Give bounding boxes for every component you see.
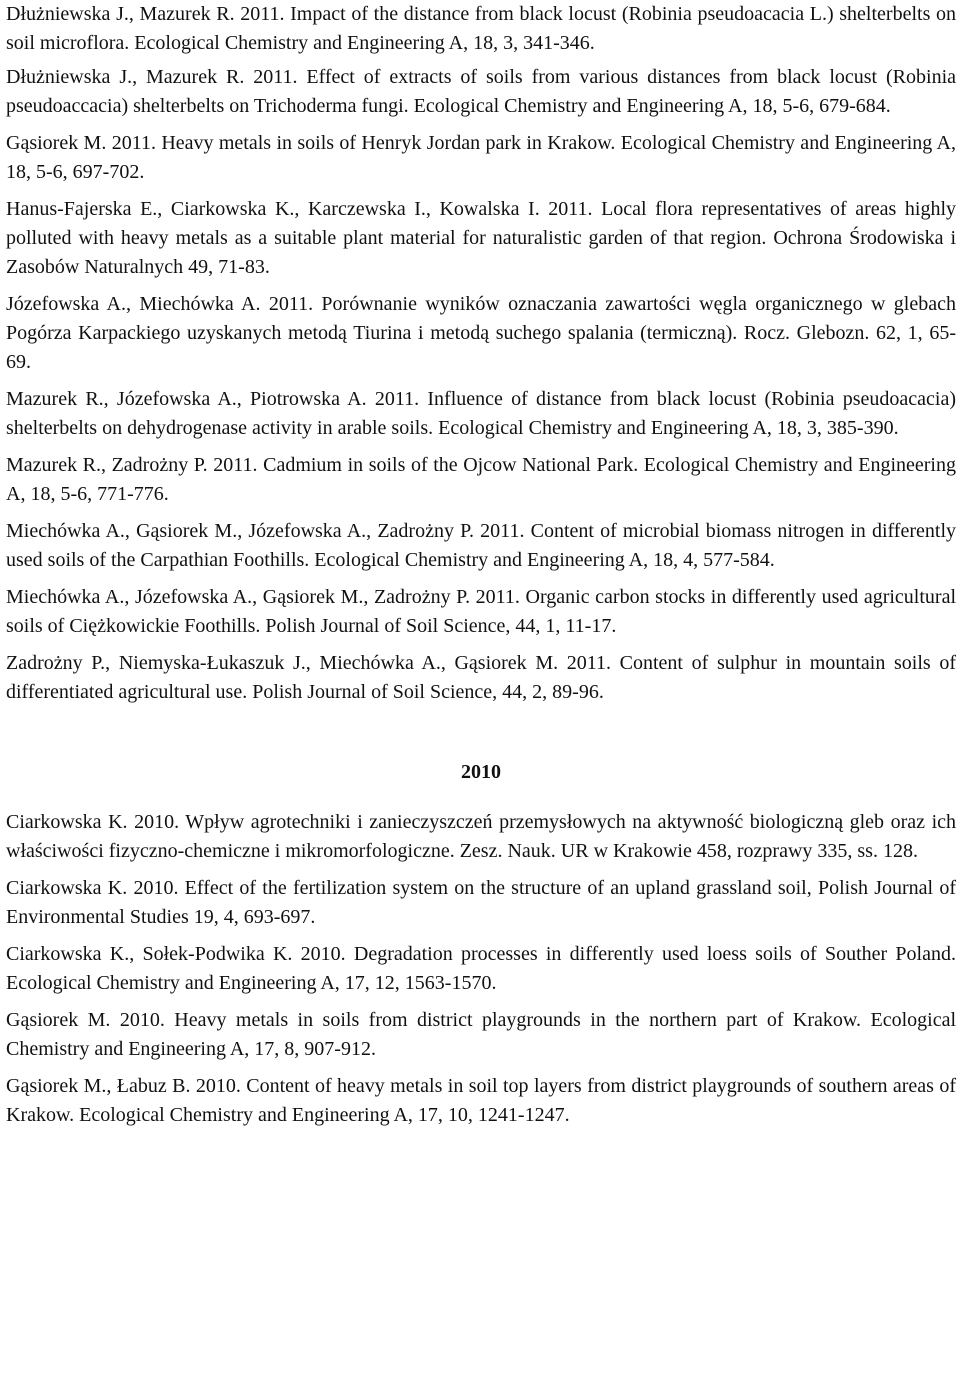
document-page: [6, 0, 956, 1138]
reference-entry: Dłużniewska J., Mazurek R. 2011. Effect of extracts of soils from various distances from black locust (Robinia pseudoaccacia) shelterbelts on Trichoderma fungi. Ecological Chemistry and Engineering A, 18, 5-6, 679-684.: [6, 66, 956, 117]
reference-entry: Gąsiorek M., Łabuz B. 2010. Content of heavy metals in soil top layers from district playgrounds of southern areas of Krakow. Ecological Chemistry and Engineering A, 17, 10, 1241-1247.: [6, 1075, 956, 1126]
reference-entry: Miechówka A., Józefowska A., Gąsiorek M., Zadrożny P. 2011. Organic carbon stocks in differently used agricultural soils of Ciężkowickie Foothills. Polish Journal of Soil Science, 44, 1, 11-17.: [6, 586, 956, 637]
reference-entry: Miechówka A., Gąsiorek M., Józefowska A., Zadrożny P. 2011. Content of microbial biomass nitrogen in differently used soils of the Carpathian Foothills. Ecological Chemistry and Engineering A, 18, 4, 577-584.: [6, 520, 956, 571]
reference-entry: Ciarkowska K. 2010. Wpływ agrotechniki i zanieczyszczeń przemysłowych na aktywność biologiczną gleb oraz ich właściwości fizyczno-chemiczne i mikromorfologiczne. Zesz. Nauk. UR w Krakowie 458, rozprawy 335, ss. 128.: [6, 811, 956, 862]
reference-entry: Mazurek R., Józefowska A., Piotrowska A. 2011. Influence of distance from black locust (Robinia pseudoacacia) shelterbelts on dehydrogenase activity in arable soils. Ecological Chemistry and Engineering A, 18, 3, 385-390.: [6, 388, 956, 439]
reference-entry: Zadrożny P., Niemyska-Łukaszuk J., Miechówka A., Gąsiorek M. 2011. Content of sulphur in mountain soils of differentiated agricultural use. Polish Journal of Soil Science, 44, 2, 89-96.: [6, 652, 956, 703]
reference-entry: Ciarkowska K., Sołek-Podwika K. 2010. Degradation processes in differently used loess soils of Souther Poland. Ecological Chemistry and Engineering A, 17, 12, 1563-1570.: [6, 943, 956, 994]
reference-entry: Mazurek R., Zadrożny P. 2011. Cadmium in soils of the Ojcow National Park. Ecological Chemistry and Engineering A, 18, 5-6, 771-776.: [6, 454, 956, 505]
reference-entry: Gąsiorek M. 2011. Heavy metals in soils of Henryk Jordan park in Krakow. Ecological Chemistry and Engineering A, 18, 5-6, 697-702.: [6, 132, 956, 183]
year-heading: 2010: [461, 761, 501, 783]
reference-entry: Gąsiorek M. 2010. Heavy metals in soils from district playgrounds in the northern part of Krakow. Ecological Chemistry and Engineering A, 17, 8, 907-912.: [6, 1009, 956, 1060]
reference-entry: Ciarkowska K. 2010. Effect of the fertilization system on the structure of an upland grassland soil, Polish Journal of Environmental Studies 19, 4, 693-697.: [6, 877, 956, 928]
reference-entry: Hanus-Fajerska E., Ciarkowska K., Karczewska I., Kowalska I. 2011. Local flora representatives of areas highly polluted with heavy metals as a suitable plant material for naturalistic garden of that region. Ochrona Środowiska i Zasobów Naturalnych 49, 71-83.: [6, 198, 956, 278]
reference-entry: Józefowska A., Miechówka A. 2011. Porównanie wyników oznaczania zawartości węgla organicznego w glebach Pogórza Karpackiego uzyskanych metodą Tiurina i metodą suchego spalania (termiczną). Rocz. Glebozn. 62, 1, 65-69.: [6, 293, 956, 373]
reference-entry: Dłużniewska J., Mazurek R. 2011. Impact of the distance from black locust (Robinia pseudoacacia L.) shelterbelts on soil microflora. Ecological Chemistry and Engineering A, 18, 3, 341-346.: [6, 3, 956, 54]
